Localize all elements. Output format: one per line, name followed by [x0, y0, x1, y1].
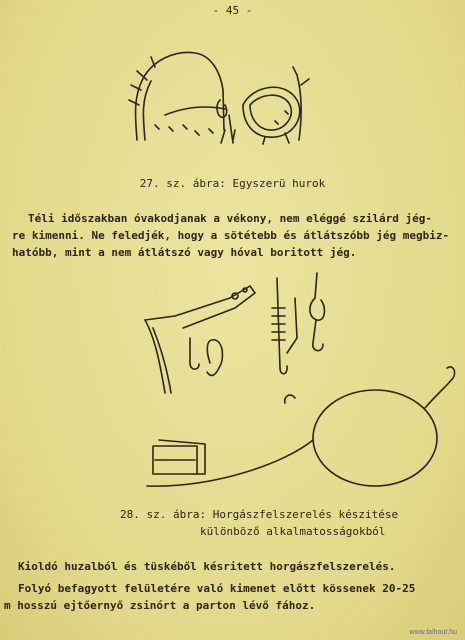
fishing-gear-illustration [135, 268, 465, 493]
paragraph-1-line-3: hatóbb, mint a nem átlátszó vagy hóval boritott jég. [12, 246, 357, 259]
paragraph-2-line-1: Kioldó huzalból és tüskéből késritett horgászfelszerelés. [18, 560, 396, 573]
page-number: - 45 - [212, 4, 253, 17]
figure-27-caption: 27. sz. ábra: Egyszerü hurok [139, 177, 326, 190]
snare-illustration [125, 45, 325, 145]
figure-28-caption-line-2: különböző alkalmatosságokból [200, 525, 386, 538]
paragraph-1-line-1: Téli időszakban óvakodjanak a vékony, nem eléggé szilárd jég- [28, 212, 432, 225]
watermark: www.falhout.hu [409, 629, 457, 636]
paragraph-1-line-2: re kimenni. Ne feledjék, hogy a sötétebb és átlátszóbb jég megbiz- [12, 229, 450, 242]
paragraph-2-line-2: Folyó befagyott felületére való kimenet előtt kössenek 20-25 [18, 582, 416, 595]
figure-28-caption-line-1: 28. sz. ábra: Horgászfelszerelés készitése [120, 508, 399, 521]
paragraph-2-line-3: m hosszú ejtőernyő zsinórt a parton lévő fához. [4, 599, 316, 612]
